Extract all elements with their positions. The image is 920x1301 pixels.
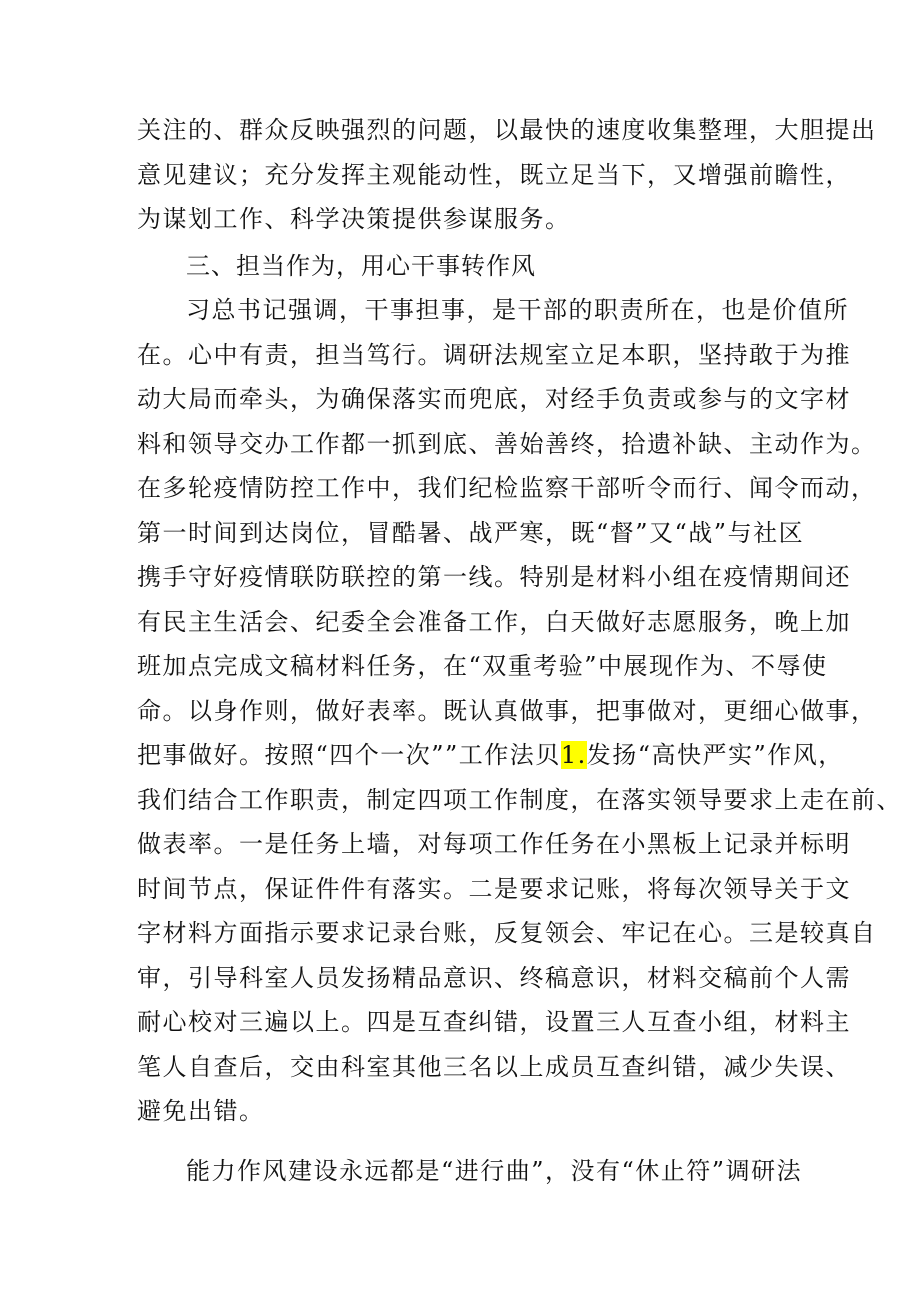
text-line: 时间节点，保证件件有落实。二是要求记账，将每次领导关于文	[137, 875, 851, 903]
text-line: 料和领导交办工作都一抓到底、善始善终，拾遗补缺、主动作为。	[137, 430, 877, 458]
text-line: 能力作风建设永远都是“进行曲”，没有“休止符”调研法	[186, 1157, 803, 1185]
text-line: 意见建议；充分发挥主观能动性，既立足当下，又增强前瞻性，	[137, 161, 851, 189]
text-line: 我们结合工作职责，制定四项工作制度，在落实领导要求上走在前、	[137, 786, 902, 814]
section-heading: 三、担当作为，用心干事转作风	[186, 252, 536, 280]
text-line: 避免出错。	[137, 1097, 265, 1125]
text-line: 班加点完成文稿材料任务，在“双重考验”中展现作为、不辱使	[137, 652, 828, 680]
text-segment: 发扬“高快严实”作风，	[586, 741, 844, 769]
text-segment: 把事做好。按照“四个一次””工作法贝	[137, 741, 561, 769]
text-line: 笔人自查后，交由科室其他三名以上成员互查纠错，减少失误、	[137, 1053, 851, 1081]
text-line: 审，引导科室人员发扬精品意识、终稿意识，材料交稿前个人需	[137, 964, 851, 992]
text-line: 有民主生活会、纪委全会准备工作，白天做好志愿服务，晚上加	[137, 608, 851, 636]
text-line: 在。心中有责，担当笃行。调研法规室立足本职，坚持敢于为推	[137, 341, 851, 369]
text-line: 字材料方面指示要求记录台账，反复领会、牢记在心。三是较真自	[137, 919, 877, 947]
text-line: 耐心校对三遍以上。四是互查纠错，设置三人互查小组，材料主	[137, 1008, 851, 1036]
text-line: 动大局而牵头，为确保落实而兜底，对经手负责或参与的文字材	[137, 385, 851, 413]
text-line	[137, 738, 844, 772]
highlighted-marker: 1.	[560, 741, 587, 769]
text-line: 命。以身作则，做好表率。既认真做事，把事做对，更细心做事，	[137, 697, 877, 725]
text-line: 为谋划工作、科学决策提供参谋服务。	[137, 205, 571, 233]
text-line: 在多轮疫情防控工作中，我们纪检监察干部听令而行、闻令而动，	[137, 474, 877, 502]
text-line: 关注的、群众反映强烈的问题，以最快的速度收集整理，大胆提出	[137, 116, 877, 144]
text-line: 做表率。一是任务上墙，对每项工作任务在小黑板上记录并标明	[137, 830, 851, 858]
text-line: 习总书记强调，干事担事，是干部的职责所在，也是价值所	[186, 296, 849, 324]
text-line: 第一时间到达岗位，冒酷暑、战严寒，既“督”又“战”与社区	[137, 519, 805, 547]
text-line: 携手守好疫情联防联控的第一线。特别是材料小组在疫情期间还	[137, 563, 851, 591]
